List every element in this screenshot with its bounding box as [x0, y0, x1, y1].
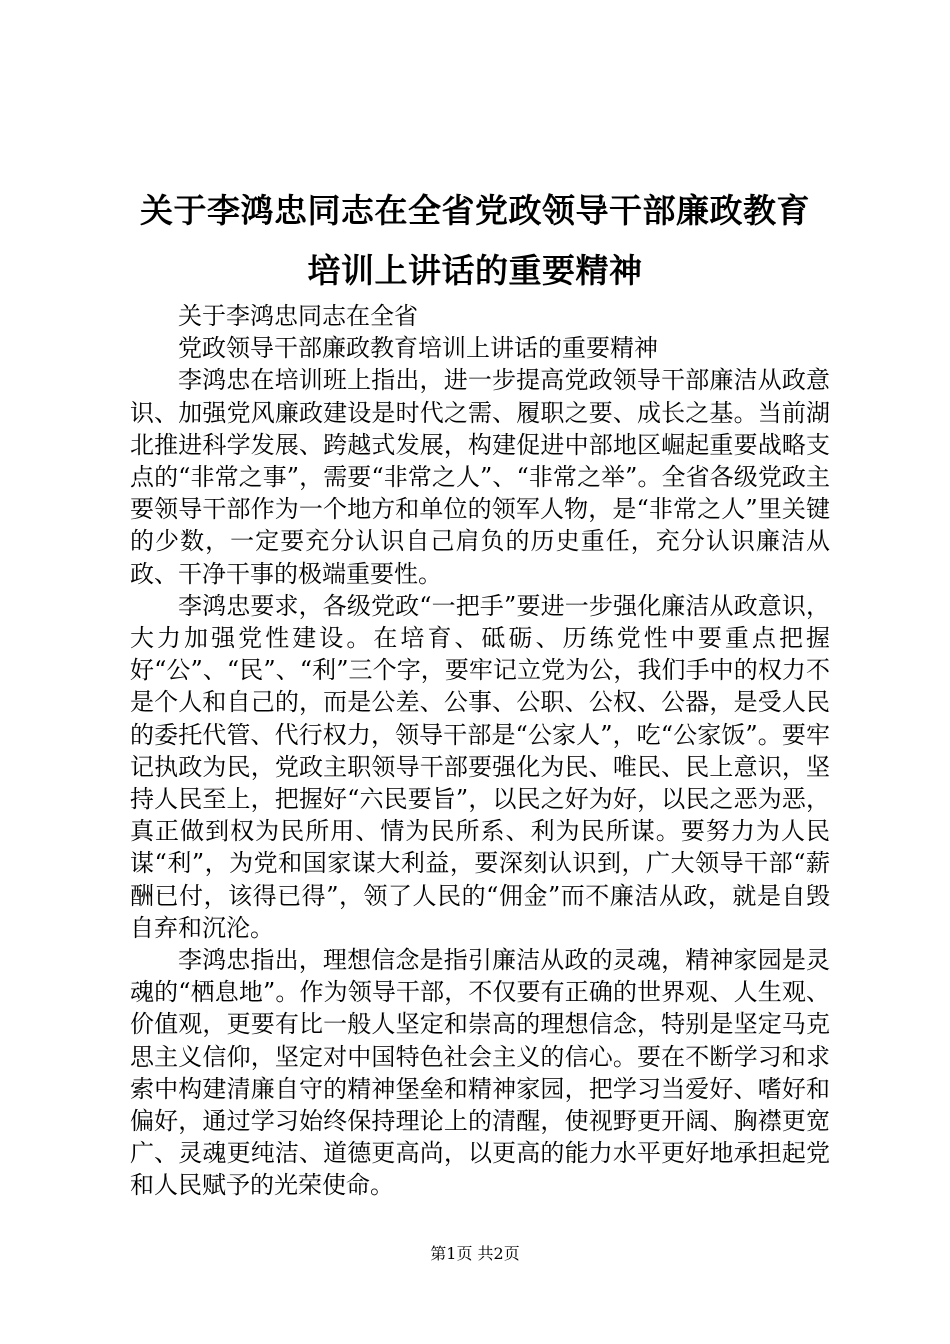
body-paragraph-1: 李鸿忠在培训班上指出，进一步提高党政领导干部廉洁从政意识、加强党风廉政建设是时代之需、履职之要、成长之基。当前湖北推进科学发展、跨越式发展，构建促进中部地区崛起重要战略支点的“非常之事”，需要“非常之人”、“非常之举”。全省各级党政主要领导干部作为一个地方和单位的领军人物，是“非常之人”里关键的少数，一定要充分认识自己肩负的历史重任，充分认识廉洁从政、干净干事的极端重要性。 — [130, 366, 830, 588]
body-paragraph-3: 李鸿忠指出，理想信念是指引廉洁从政的灵魂，精神家园是灵魂的“栖息地”。作为领导干部，不仅要有正确的世界观、人生观、价值观，更要有比一般人坚定和崇高的理想信念，特别是坚定马克思主义信仰，坚定对中国特色社会主义的信心。要在不断学习和求索中构建清廉自守的精神堡垒和精神家园，把学习当爱好、嗜好和偏好，通过学习始终保持理论上的清醒，使视野更开阔、胸襟更宽广、灵魂更纯洁、道德更高尚，以更高的能力水平更好地承担起党和人民赋予的光荣使命。 — [130, 946, 830, 1200]
subtitle-line-1: 关于李鸿忠同志在全省 — [178, 302, 418, 330]
document-body — [130, 300, 830, 1202]
document-title-line-2: 培训上讲话的重要精神 — [307, 251, 643, 290]
body-paragraph-2: 李鸿忠要求，各级党政“一把手”要进一步强化廉洁从政意识，大力加强党性建设。在培育、砥砺、历练党性中要重点把握好“公”、“民”、“利”三个字，要牢记立党为公，我们手中的权力不是个人和自己的，而是公差、公事、公职、公权、公器，是受人民的委托代管、代行权力，领导干部是“公家人”，吃“公家饭”。要牢记执政为民，党政主职领导干部要强化为民、唯民、民上意识，坚持人民至上，把握好“六民要旨”，以民之好为好，以民之恶为恶，真正做到权为民所用、情为民所系、利为民所谋。要努力为人民谋“利”，为党和国家谋大利益，要深刻认识到，广大领导干部“薪酬已付，该得已得”，领了人民的“佣金”而不廉洁从政，就是自毁自弃和沉沦。 — [130, 591, 830, 942]
document-title-line-1: 关于李鸿忠同志在全省党政领导干部廉政教育 — [140, 191, 810, 230]
page-number-footer: 第1页 共2页 — [430, 1244, 520, 1263]
subtitle-line-2: 党政领导干部廉政教育培训上讲话的重要精神 — [178, 334, 658, 363]
